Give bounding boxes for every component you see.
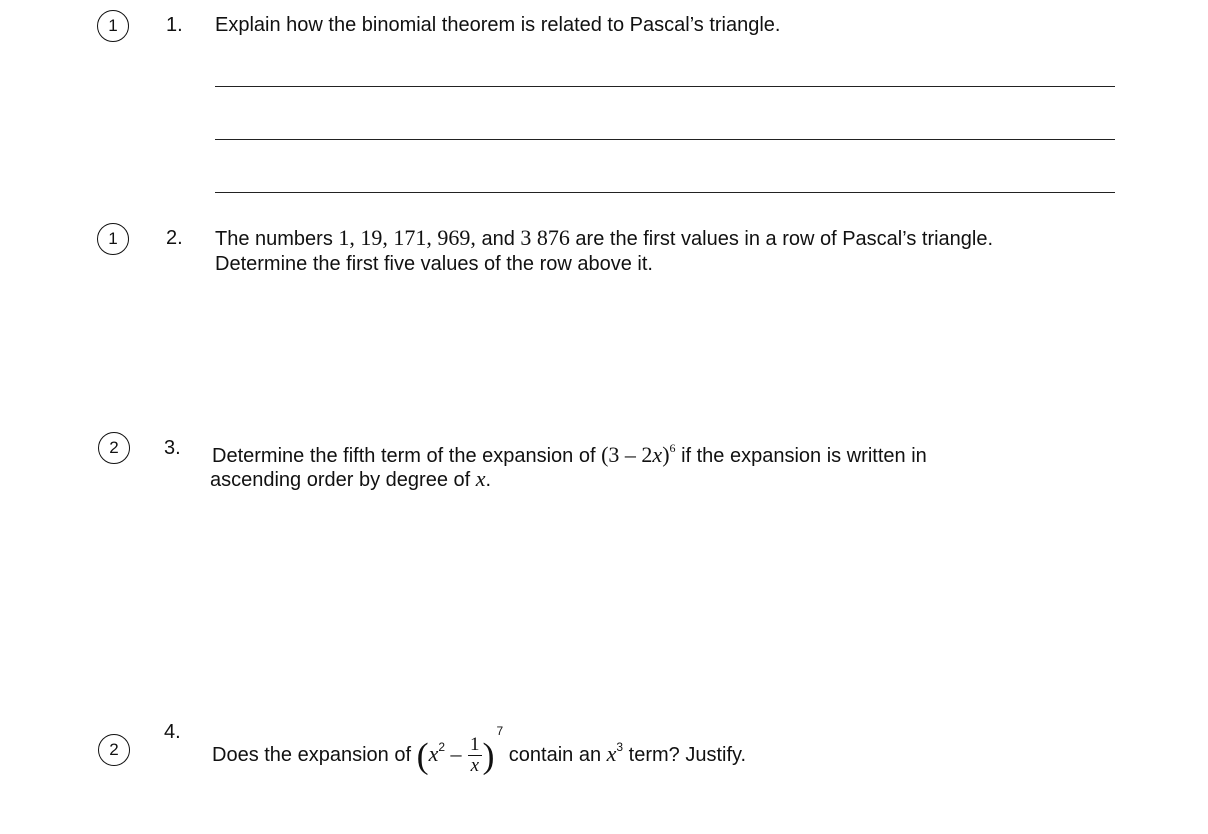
q2-last-number: 3 876 <box>520 225 570 250</box>
q3-expression <box>601 442 675 467</box>
q2-numbers-list: 1, 19, 171, 969, <box>338 225 476 250</box>
q4-suffix: term? Justify. <box>623 744 747 766</box>
marks-badge-q3: 2 <box>98 432 130 464</box>
q4-x3-exp: 3 <box>616 740 624 754</box>
q3-expr-base: (3 – 2 <box>601 442 653 467</box>
q4-expression <box>416 724 504 777</box>
q4-term-var: x <box>428 741 439 766</box>
answer-line-2[interactable] <box>215 139 1115 140</box>
q4-fraction <box>468 735 482 776</box>
q3-line2-end: . <box>485 469 492 491</box>
question-number-q3: 3. <box>164 437 181 459</box>
answer-line-3[interactable] <box>215 192 1115 193</box>
question-text-q3 <box>212 435 927 469</box>
q2-prefix: The numbers <box>215 228 339 250</box>
q2-and: and <box>475 228 521 250</box>
q4-paren-close: ) <box>482 735 495 776</box>
q3-expr-exp: 6 <box>669 441 676 455</box>
q4-mid-text: contain an <box>503 744 607 766</box>
question-number-q1: 1. <box>166 14 183 36</box>
q4-paren-open: ( <box>416 735 429 776</box>
q3-expr-close: ) <box>662 442 670 467</box>
q3-line2-var: x <box>475 466 486 491</box>
marks-badge-q4: 2 <box>98 734 130 766</box>
q4-x3-var: x <box>606 741 617 766</box>
q2-suffix: are the first values in a row of Pascal’s triangle. <box>569 228 994 250</box>
q3-suffix: if the expansion is written in <box>675 445 927 467</box>
question-text-q1: Explain how the binomial theorem is related to Pascal’s triangle. <box>215 14 781 36</box>
q3-expr-var: x <box>652 442 663 467</box>
question-text-q2-line2: Determine the first five values of the row above it. <box>215 253 653 275</box>
q3-line2-prefix: ascending order by degree of <box>210 469 476 491</box>
question-text-q4 <box>212 698 747 777</box>
q4-prefix: Does the expansion of <box>212 744 417 766</box>
marks-badge-q2: 1 <box>97 223 129 255</box>
question-number-q2: 2. <box>166 227 183 249</box>
q4-term-exp: 2 <box>438 740 446 754</box>
q4-outer-exp: 7 <box>496 724 504 738</box>
q4-frac-num: 1 <box>470 734 480 756</box>
question-number-q4: 4. <box>164 721 181 743</box>
q3-prefix: Determine the fifth term of the expansion of <box>212 445 602 467</box>
question-text-q3-line2 <box>210 466 491 493</box>
q4-frac-den: x <box>470 755 480 777</box>
answer-line-1[interactable] <box>215 86 1115 87</box>
q4-minus: – <box>445 741 468 766</box>
marks-badge-q1: 1 <box>97 10 129 42</box>
question-text-q2 <box>215 225 993 252</box>
